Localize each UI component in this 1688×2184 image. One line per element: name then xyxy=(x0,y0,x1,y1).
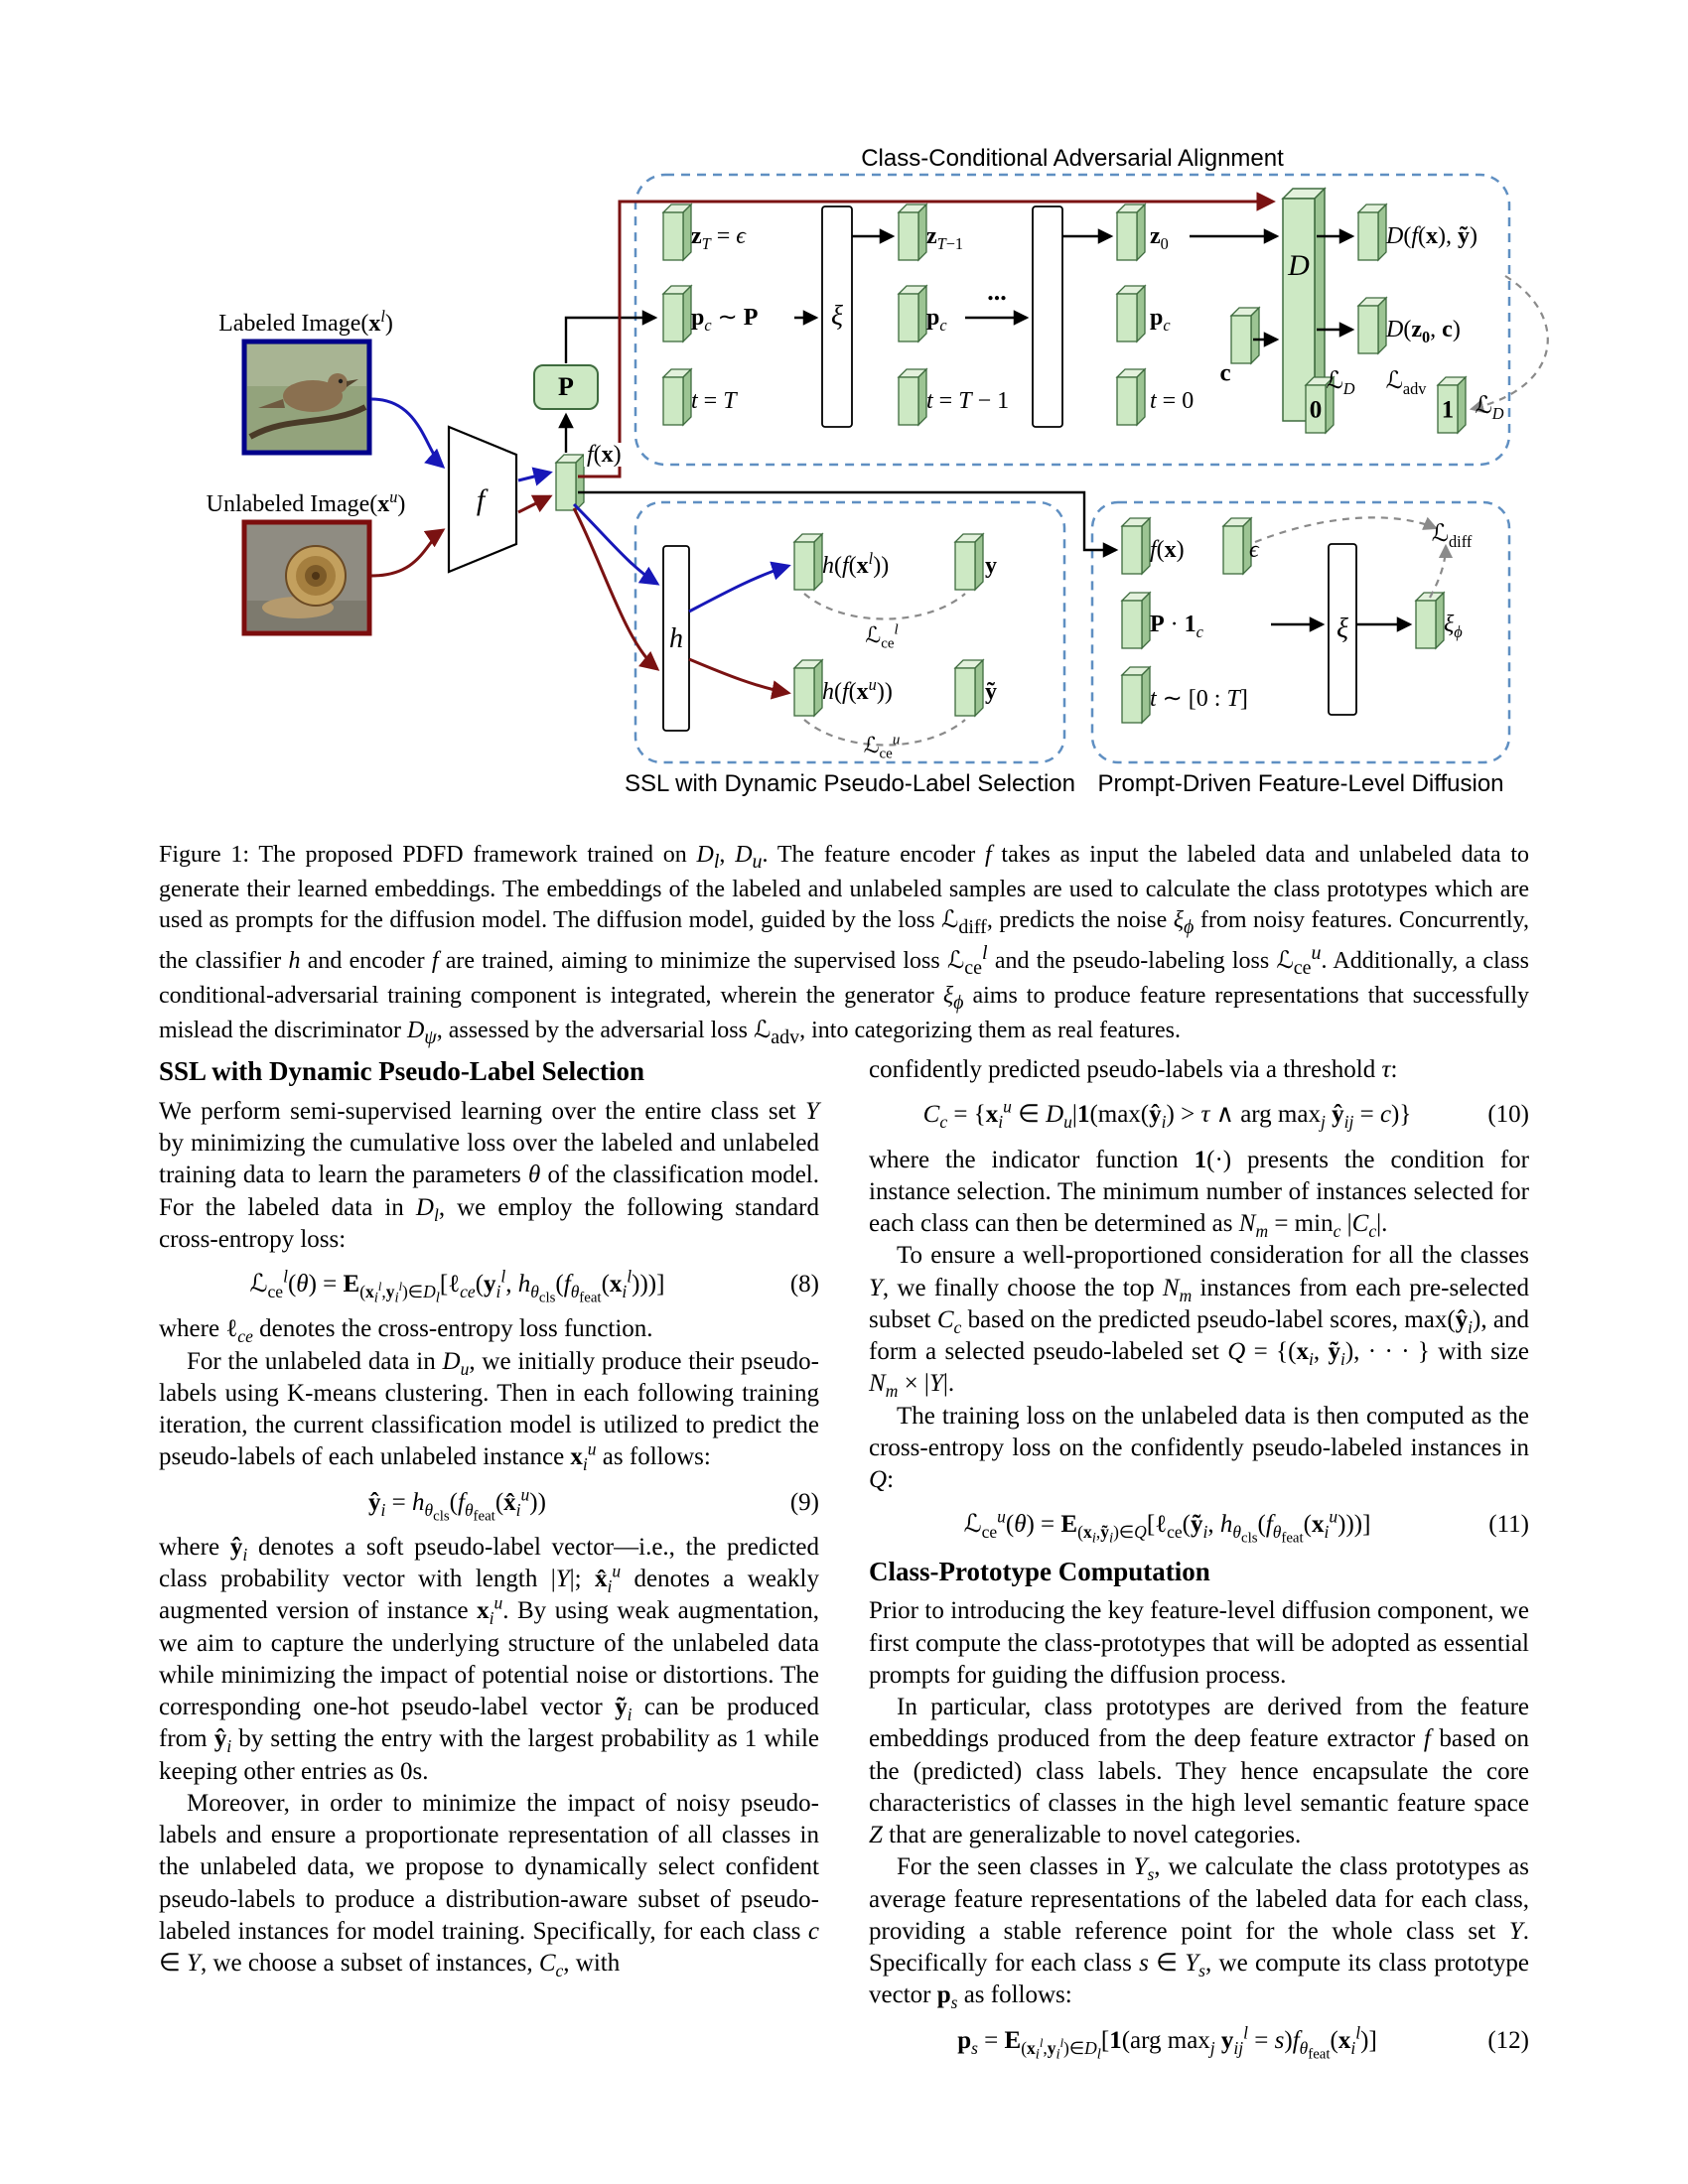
right-column xyxy=(869,1054,1529,2070)
paragraph: confidently predicted pseudo-labels via a threshold τ: xyxy=(869,1056,1398,1083)
equation-8 xyxy=(159,1266,819,1306)
label-classifier-h: h xyxy=(669,623,683,654)
label-ytilde: ỹ xyxy=(985,679,997,705)
label-target-zero: 0 xyxy=(1309,396,1323,424)
label-target-one: 1 xyxy=(1441,396,1455,424)
paragraph: Prior to introducing the key feature-level diffusion component, we first compute the class-prototypes that will be adopted as essential prompts for guiding the diffusion process. xyxy=(869,1597,1529,1689)
equation-9 xyxy=(159,1484,819,1525)
label-loss-diff: ℒ$_{diff}$ xyxy=(1431,521,1473,551)
figure-1-diagram xyxy=(0,117,1688,812)
denoiser-xi-2 xyxy=(1033,206,1062,427)
equation-11 xyxy=(869,1506,1529,1547)
label-D: D xyxy=(1288,249,1310,282)
noise-block-eps xyxy=(1223,518,1251,574)
label-prototype-P: P xyxy=(558,372,574,401)
unlabeled-image-caption: Unlabeled $Image(x^u)$ xyxy=(206,487,406,517)
label-y: y xyxy=(985,553,997,579)
label-pc-sample: $p_c$ ∼ P xyxy=(691,305,759,335)
equation-number: (12) xyxy=(1487,2026,1529,2054)
prompt-block-P1c xyxy=(1122,593,1150,648)
labeled-image-thumbnail xyxy=(244,341,369,453)
label-loss-ce-u: ℒ$_{ce}^u$ xyxy=(863,732,901,762)
equation-12 xyxy=(869,2022,1529,2063)
equation-number: (8) xyxy=(789,1271,819,1298)
equation-content: $p_s = E_{(x_i^l,y_i^l)\in D_l}[1(arg$ $\max_j y_{ij}^l = s)f_{\theta_{feat}}(x_i^l)$] xyxy=(957,2022,1377,2063)
equation-content: $ŷ_i$ = $h_{\theta_{cls}}(f_{\theta_{feat}}(x̂_i^u))$ xyxy=(368,1484,546,1525)
equation-content: ℒ$_{ce}^u$(θ) = $E_{(x_i,ỹ_i)\in Q}[\ell_{ce}(ỹ_i$, $h_{\theta_{cls}}(f_{\theta_{feat}}(x_i^u))$)] xyxy=(963,1506,1371,1547)
label-xi-phi: $\xi_\phi$ xyxy=(1444,612,1463,641)
adversarial-box-title: Class-Conditional Adversarial Alignment xyxy=(861,145,1284,172)
label-pc-3: $p_c$ xyxy=(1150,305,1171,335)
paragraph: For the unlabeled data in $D_u$, we initially produce their pseudo-labels using K-means clustering. Then in each following training iteration, the current classification model is utilized to predict the pseudo-labels of each unlabeled instance $x_i^u$ as follows: xyxy=(159,1347,819,1475)
equation-number: (9) xyxy=(789,1488,819,1516)
label-pc-2: $p_c$ xyxy=(926,305,947,335)
label-prompt-P1c: $P \cdot 1_c$ xyxy=(1150,612,1203,641)
label-z0: $z_0$ xyxy=(1150,223,1169,253)
ssl-box-caption: SSL with Dynamic Pseudo-Label Selection xyxy=(624,770,1076,797)
feature-block-Dz0 xyxy=(1358,298,1386,353)
feature-block-c xyxy=(1231,308,1259,363)
loss-link-curves xyxy=(804,276,1548,746)
paragraph: Moreover, in order to minimize the impact of noisy pseudo-labels and ensure a proportionate representation of all classes in the unlabeled data, we propose to dynamically select confident pseudo-labels to produce a distribution-aware subset of pseudo-labeled instances for model training. Specifically, for each class c ∈ Y, we choose a subset of instances, $C_c$, with xyxy=(159,1789,819,1981)
label-loss-D-2: ℒ$_D$ xyxy=(1475,393,1504,423)
label-zT: $z_T = \epsilon$ xyxy=(691,223,746,253)
label-t0: t = 0 xyxy=(1150,388,1195,414)
label-fx: f(x) xyxy=(584,443,625,467)
equation-10 xyxy=(869,1096,1529,1133)
equation-content: $C_c = \{x_i^u$ ∈ $D_u|1(\max(ŷ_i) > \tau$ ∧ arg $\max_j$ $ŷ_{ij} = c$)} xyxy=(922,1096,1412,1133)
figure-caption: Figure 1: The proposed PDFD framework trained on $D_l$, $D_u$. The feature encoder f takes as input the labeled data and unlabeled data to generate their learned embeddings. The embeddings of the labeled and unlabeled samples are used to calculate the class prototypes which are used as prompts for the diffusion model. The diffusion model, guided by the loss ℒ$_{diff}$, predicts the noise $\xi_\phi$ from noisy features. Concurrently, the classifier h and encoder f are trained, aiming to minimize the supervised loss ℒ$_{ce}^l$ and the pseudo-labeling loss ℒ$_{ce}^u$. Additionally, a class conditional-adversarial training component is integrated, wherein the generator $\xi_\phi$ aims to produce feature representations that successfully mislead the discriminator $D_\psi$, assessed by the adversarial loss ℒ$_{adv}$, into categorizing them as real features. xyxy=(159,842,1530,1049)
label-ellipsis: ... xyxy=(987,277,1007,306)
feature-block-pc2 xyxy=(899,286,926,341)
label-loss-ce-l: ℒ$_{ce}^l$ xyxy=(865,621,899,652)
label-xi-3: ξ xyxy=(1336,614,1348,644)
feature-block-tT1 xyxy=(899,369,926,425)
label-block-ytilde xyxy=(955,660,983,716)
feature-block-hfxu xyxy=(794,660,822,716)
section-heading-ssl: SSL with Dynamic Pseudo-Label Selection xyxy=(159,1056,645,1086)
equation-number: (11) xyxy=(1488,1511,1529,1539)
label-loss-adv: ℒ$_{adv}$ xyxy=(1385,368,1427,398)
label-hfxl: $h(f(x^l))$ xyxy=(822,549,890,579)
label-D-fake: $D(z_0$, c) xyxy=(1386,317,1461,346)
label-fx-diffusion: f(x) xyxy=(1150,537,1185,563)
paragraph: where $ŷ_i$ denotes a soft pseudo-label vector—i.e., the predicted class probability vector with length |Y|; $x̂_i^u$ denotes a weakly augmented version of instance $x_i^u$. By using weak augmentation, we aim to capture the underlying structure of the unlabeled data while minimizing the impact of potential noise or distortions. The corresponding one-hot pseudo-label vector ỹ$_i$ can be produced from $ŷ_i$ by setting the entry with the largest probability as 1 while keeping other entries as 0s. xyxy=(159,1533,819,1785)
equation-number: (10) xyxy=(1487,1101,1529,1129)
feature-block-Dfx xyxy=(1358,205,1386,260)
feature-block-pc3 xyxy=(1117,286,1145,341)
feature-block-z0 xyxy=(1117,205,1145,260)
label-xi-1: ξ xyxy=(831,301,843,332)
unlabeled-image-thumbnail xyxy=(244,522,369,633)
feature-block-hfxl xyxy=(794,534,822,590)
feature-block-fx2 xyxy=(1122,518,1150,574)
label-c: c xyxy=(1219,359,1231,387)
diagram-canvas xyxy=(0,117,1688,812)
paragraph: For the seen classes in $Y_s$, we calculate the class prototypes as average feature representations of the labeled data for each class, providing a stable reference point for the whole class set Y. Specifically for each class s ∈ $Y_s$, we compute its class prototype vector $p_s$ as follows: xyxy=(869,1853,1530,2013)
left-column xyxy=(159,1054,819,2070)
feature-block-fx xyxy=(556,455,584,510)
feature-block-tT xyxy=(663,369,691,425)
feature-block-zT1 xyxy=(899,205,926,260)
paragraph: To ensure a well-proportioned consideration for all the classes Y, we finally choose the top $N_m$ instances from each pre-selected subset $C_c$ based on the predicted pseudo-label scores, $\max(ŷ_i)$, and form a selected pseudo-labeled set $Q = \{(x_i$, ỹ$_i$), · · · } with size $N_m \times |Y|$. xyxy=(869,1242,1530,1402)
label-hfxu: $h(f(x^u))$ xyxy=(822,675,893,705)
equation-content: ℒ$_{ce}^l$(θ) = $E_{(x_i^l,y_i^l)\in D_l}[\ell_{ce}(y_i^l$, $h_{\theta_{cls}}(f_{\theta_{feat}}(x_i^l))$)] xyxy=(249,1266,665,1306)
label-D-real: D(f(x), ỹ) xyxy=(1386,223,1478,249)
paragraph: The training loss on the unlabeled data is then computed as the cross-entropy loss on the confidently pseudo-labeled instances in Q: xyxy=(869,1402,1529,1493)
paragraph: In particular, class prototypes are derived from the feature embeddings produced from the deep feature extractor f based on the (predicted) class labels. They hence encapsulate the core characteristics of classes in the high level semantic feature space Z that are generalizable to novel categories. xyxy=(869,1694,1529,1849)
feature-block-zT xyxy=(663,205,691,260)
feature-block-t0 xyxy=(1117,369,1145,425)
paragraph: where the indicator function 1(·) presents the condition for instance selection. The minimum number of instances selected for each class can then be determined as $N_m = \min_c |C_c|$. xyxy=(869,1146,1529,1241)
diffusion-box-caption: Prompt-Driven Feature-Level Diffusion xyxy=(1097,770,1504,797)
label-loss-D-1: ℒ$_D$ xyxy=(1326,368,1355,398)
paragraph: We perform semi-supervised learning over the entire class set Y by minimizing the cumulative loss over the labeled and unlabeled training data to learn the parameters θ of the classification model. For the labeled data in $D_l$, we employ the following standard cross-entropy loss: xyxy=(159,1097,819,1253)
section-heading-prototype: Class-Prototype Computation xyxy=(869,1556,1210,1586)
timestep-block xyxy=(1122,667,1150,723)
predicted-noise-block xyxy=(1416,593,1444,648)
body-columns xyxy=(159,1054,1529,2070)
label-epsilon: ϵ xyxy=(1249,537,1259,563)
label-tT1: t = T − 1 xyxy=(926,388,1010,414)
label-encoder-f: f xyxy=(476,483,486,516)
ssl-box xyxy=(635,502,1064,762)
paragraph: where ℓ$_{ce}$ denotes the cross-entropy loss function. xyxy=(159,1315,653,1347)
label-zT1: $z_{T-1}$ xyxy=(926,223,964,253)
label-timestep: t ∼ [0 : T] xyxy=(1150,686,1248,712)
label-tT: t = T xyxy=(691,388,737,414)
feature-block-pc1 xyxy=(663,286,691,341)
label-block-y xyxy=(955,534,983,590)
labeled-image-caption: Labeled $Image(x^l)$ xyxy=(218,307,393,337)
